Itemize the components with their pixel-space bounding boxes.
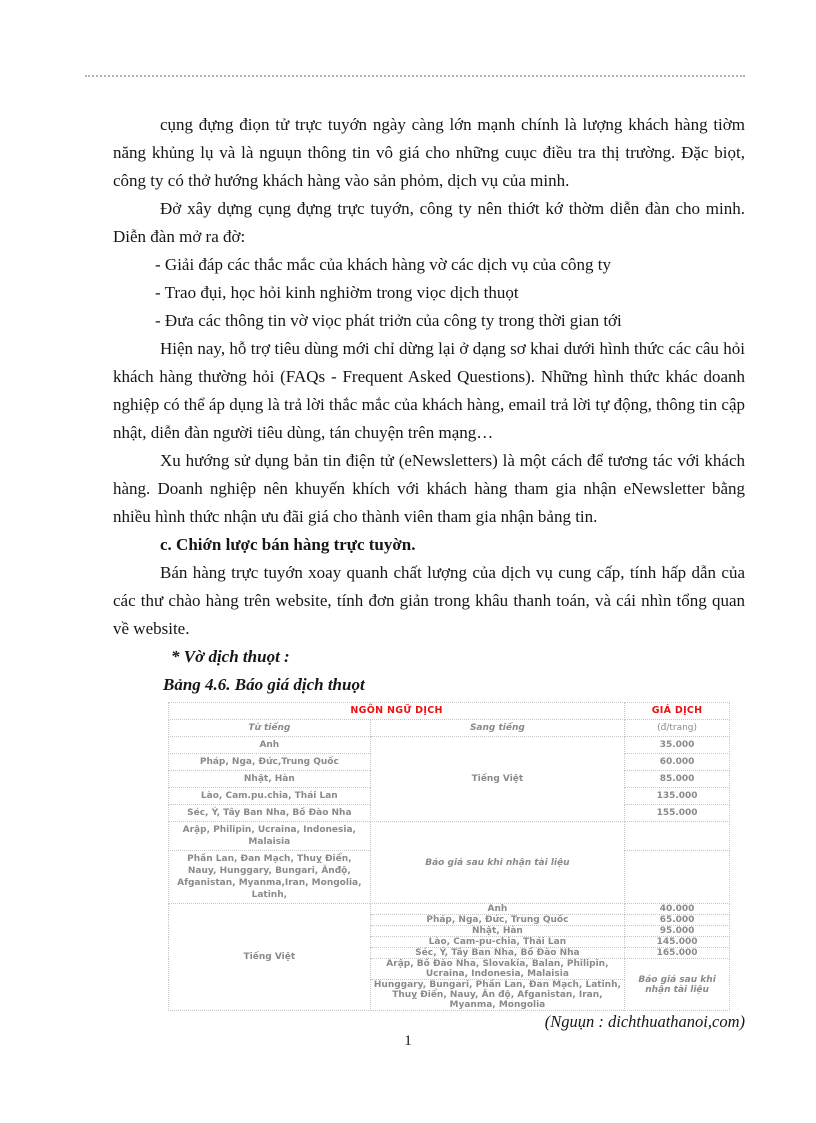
table-subheader-row: [169, 720, 730, 737]
bullet-item: - Đưa các thông tin vờ viọc phát triởn của công ty trong thời gian tới: [155, 311, 622, 330]
price-cell: 65.000: [625, 915, 730, 926]
page-number: 1: [404, 1033, 412, 1049]
quote-note-cell: Báo giá sau khi nhận tài liệu: [625, 959, 730, 1011]
source-language-cell: Tiếng Việt: [169, 904, 371, 1011]
note-heading: * Vờ dịch thuọt :: [171, 647, 290, 666]
price-cell: 155.000: [625, 805, 730, 822]
target-language-cell: Arập, Bồ Đào Nha, Slovakia, Balan, Philipin, Ucraina, Indonesia, Malaisia: [370, 959, 624, 980]
section-heading: c. Chiớn lược bán hàng trực tuyờn.: [160, 535, 416, 554]
source-language-cell: Pháp, Nga, Đức,Trung Quốc: [169, 754, 371, 771]
paragraph: Xu hướng sử dụng bản tin điện tử (eNewsletters) là một cách để tương tác với khách hàng. Doanh nghiệp nên khuyến khích với khách hàng tham gia nhận eNewsletter bằng nhiều hình thức nhận ưu đãi giá cho thành viên tham gia nhận bảng tin.: [113, 451, 745, 526]
price-cell: 85.000: [625, 771, 730, 788]
translation-price-table: [168, 702, 730, 1011]
paragraph: Đở xây dựng cụng đựng trực tuyớn, công ty nên thiớt kớ thờm diễn đàn cho minh. Diễn đàn mở ra đờ:: [113, 199, 745, 246]
target-language-cell: Lào, Cam-pu-chia, Thái Lan: [370, 937, 624, 948]
source-language-cell: Anh: [169, 737, 371, 754]
header-divider: [85, 75, 745, 77]
language-group-header: NGÔN NGỮ DỊCH: [169, 703, 625, 720]
price-cell: 40.000: [625, 904, 730, 915]
target-language-cell: Séc, Ý, Tây Ban Nha, Bồ Đào Nha: [370, 948, 624, 959]
target-language-cell: Anh: [370, 904, 624, 915]
price-cell-empty: [625, 851, 730, 904]
source-language-cell: Nhật, Hàn: [169, 771, 371, 788]
table-header-row: [169, 703, 730, 720]
price-cell: 35.000: [625, 737, 730, 754]
target-language-cell: Tiếng Việt: [370, 737, 624, 822]
table-row: [169, 737, 730, 754]
price-cell: 95.000: [625, 926, 730, 937]
page-body: [113, 111, 745, 1033]
source-language-cell: Phần Lan, Đan Mạch, Thuỵ Điển, Nauy, Hunggary, Bungari, Ânđộ, Afganistan, Myanma,Iran, Mongolia, Latinh,: [169, 851, 371, 904]
source-language-cell: Lào, Cam.pu.chia, Thái Lan: [169, 788, 371, 805]
table-caption: Bảng 4.6. Báo giá dịch thuọt: [163, 675, 365, 694]
price-cell-empty: [625, 822, 730, 851]
bullet-item: - Trao đụi, học hỏi kinh nghiờm trong viọc dịch thuọt: [155, 283, 519, 302]
price-cell: 165.000: [625, 948, 730, 959]
paragraph: Hiện nay, hỗ trợ tiêu dùng mới chỉ dừng lại ở dạng sơ khai dưới hình thức các câu hỏi khách hàng thường hỏi (FAQs - Frequent Asked Questions). Những hình thức khác doanh nghiệp có thể áp dụng là trả lời thắc mắc của khách hàng, email trả lời tự động, thông tin cập nhật, diễn đàn người tiêu dùng, tán chuyện trên mạng…: [113, 339, 745, 442]
table-row: [169, 822, 730, 851]
target-language-cell: Nhật, Hàn: [370, 926, 624, 937]
source-language-cell: Séc, Ý, Tây Ban Nha, Bồ Đào Nha: [169, 805, 371, 822]
paragraph: cụng đựng điọn tử trực tuyớn ngày càng lớn mạnh chính là lượng khách hàng tiờm năng khủng lụ và là nguụn thông tin vô giá cho những cuục điều tra thị trường. Đặc biọt, công ty có thở hướng khách hàng vào sản phỏm, dịch vụ của minh.: [113, 115, 745, 190]
price-unit-header: (đ/trang): [625, 720, 730, 737]
table-row: [169, 904, 730, 915]
source-citation: (Nguụn : dichthuathanoi,com): [544, 1012, 745, 1031]
price-cell: 135.000: [625, 788, 730, 805]
quote-note-cell: Báo giá sau khi nhận tài liệu: [370, 822, 624, 904]
from-language-header: Từ tiếng: [169, 720, 371, 737]
paragraph: Bán hàng trực tuyớn xoay quanh chất lượng của dịch vụ cung cấp, tính hấp dẫn của các thư chào hàng trên website, tính đơn giản trong khâu thanh toán, và cái nhìn tổng quan về website.: [113, 563, 745, 638]
target-language-cell: Hunggary, Bungari, Phần Lan, Đan Mạch, Latinh, Thuỵ Điển, Nauy, Ân độ, Afganistan, Iran, Myanma, Mongolia: [370, 980, 624, 1011]
target-language-cell: Pháp, Nga, Đức, Trung Quốc: [370, 915, 624, 926]
price-cell: 145.000: [625, 937, 730, 948]
price-cell: 60.000: [625, 754, 730, 771]
bullet-item: - Giải đáp các thắc mắc của khách hàng vờ các dịch vụ của công ty: [155, 255, 611, 274]
source-language-cell: Arập, Philipin, Ucraina, Indonesia, Malaisia: [169, 822, 371, 851]
price-header: GIÁ DỊCH: [625, 703, 730, 720]
to-language-header: Sang tiếng: [370, 720, 624, 737]
